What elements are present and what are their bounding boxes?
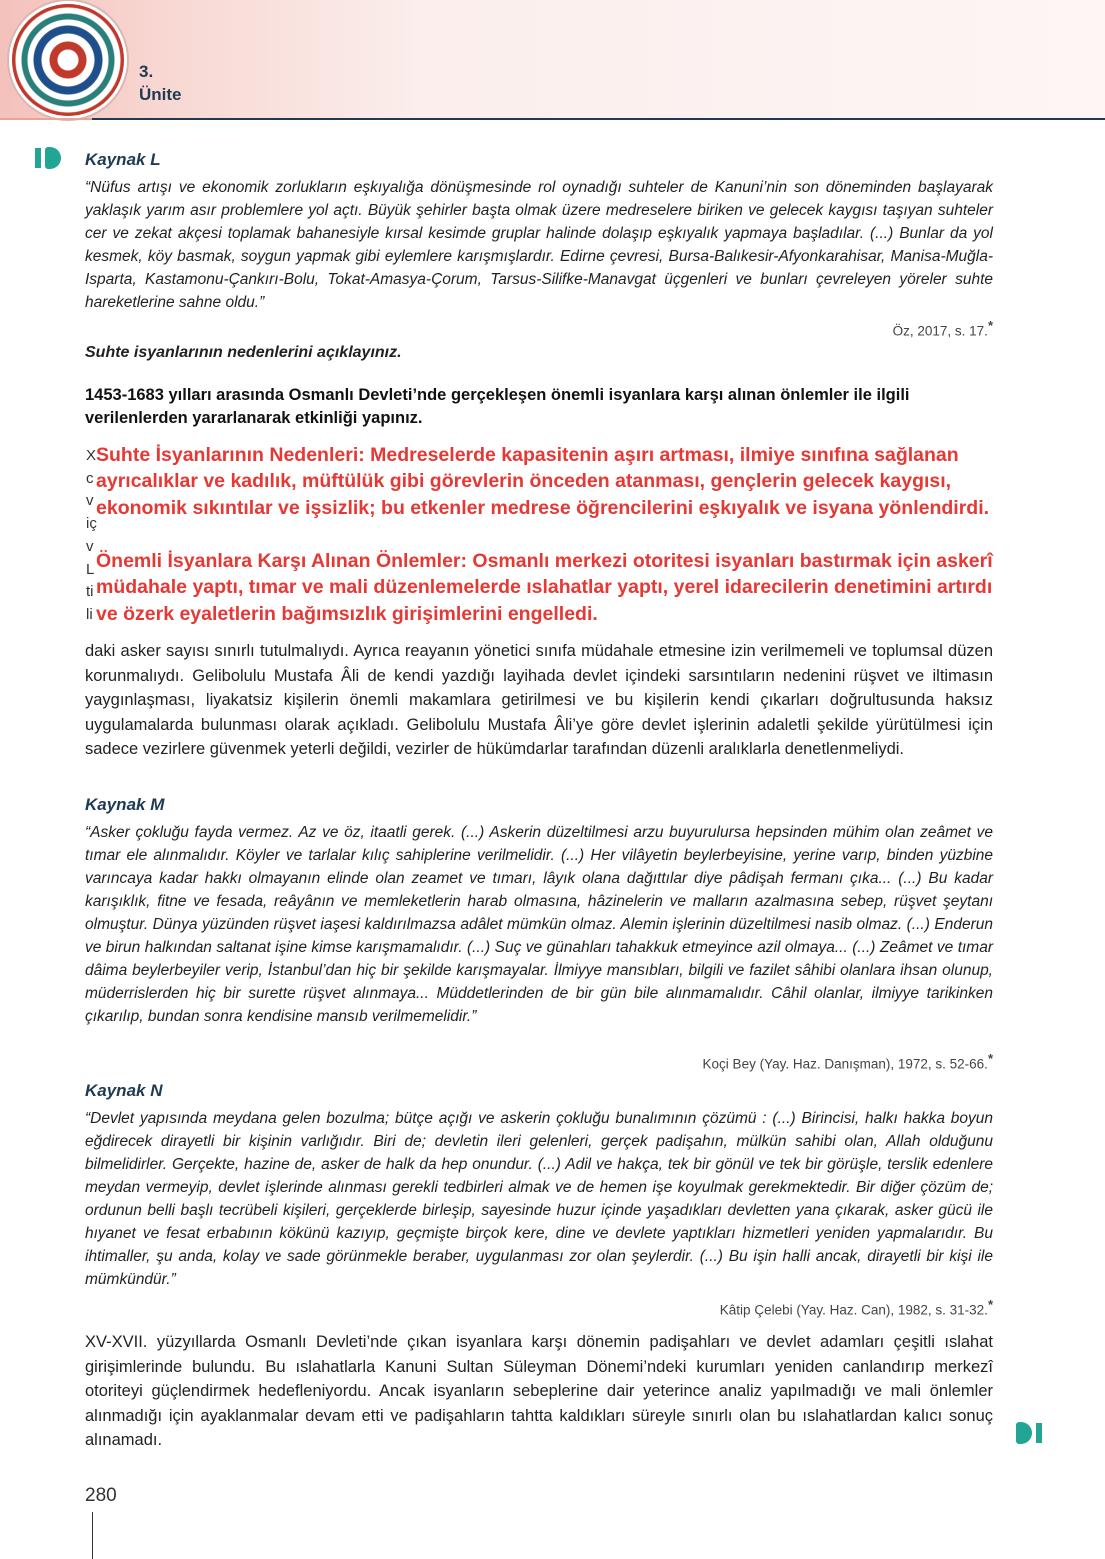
kaynak-n-citation: Kâtip Çelebi (Yay. Haz. Can), 1982, s. 31-32.* <box>719 1297 993 1318</box>
kaynak-l-title: Kaynak L <box>85 150 161 169</box>
answer-measures: Önemli İsyanlara Karşı Alınan Önlemler: Osmanlı merkezi otoritesi isyanları bastırmak için askerî müdahale yaptı, tımar ve mali düzenlemelerde ıslahatlar yaptı, yerel idarecilerin denetimini artırdı ve özerk eyaletlerin bağımsızlık girişimlerini engelledi. <box>96 550 993 625</box>
kaynak-m-title: Kaynak M <box>85 795 165 814</box>
section-end-icon <box>1016 1422 1046 1444</box>
kaynak-n-title: Kaynak N <box>85 1081 163 1100</box>
intro-paragraph: daki asker sayısı sınırlı tutulmalıydı. Ayrıca reayanın yönetici sınıfa müdahale etmesine izin verilmemeli ve toplumsal düzen korunmalıydı. Gelibolulu Mustafa Âli de kendi yazdığı layihada devlet içindeki sarsıntıların nedenini rüşvet ve iltimasın yaygınlaşması, liyakatsiz kişilerin önemli makamlara getirilmesi ve bu kişilerin kendi çıkarları doğrultusunda haksız uygulamalarda bulunması olarak açıkladı. Gelibolulu Mustafa Âli’ye göre devlet işlerinin adaletli şekilde yürütülmesi için sadece vezirlere güvenmek yeterli değildi, vezirler de hükümdarlar tarafından düzenli aralıklarla denetlenmeliydi. <box>85 642 993 758</box>
kaynak-m-citation: Koçi Bey (Yay. Haz. Danışman), 1972, s. 52-66.* <box>702 1051 993 1072</box>
footnote-mark: * <box>987 1297 993 1312</box>
footnote-mark: * <box>987 1051 993 1066</box>
footnote-mark: * <box>987 318 993 333</box>
unit-number: 3. <box>139 62 154 81</box>
kaynak-n-quote: “Devlet yapısında meydana gelen bozulma; bütçe açığı ve askerin çokluğu bunalımının çözümü : (...) Birincisi, halkı hakka boyun eğdirecek dirayetli bir kişinin varlığıdır. Biri de; devletin ileri gelenleri, gerçek padişahın, mülkün sahibi olan, Allah olduğunu bilmelidirler. Gerçekte, hazine de, asker de halk da hep onundur. (...) Adil ve hakça, tek bir gönül ve tek bir görüşle, terslik edenlere meydan vermeyip, devlet işlerinde alınması gerekli tedbirleri almak ve de hemen işe koyulmak gerekmektedir. Bir diğer çözüm de; ordunun belli başlı tecrübeli kişileri, gerçeklerde birleşip, sayesinde huzur içinde yaşadıkları devletten yana çıkarak, asker gücü ile hıyanet ve fesat erbabının kökünü kazıyıp, geçmişte birçok kere, dine ve devlete yaptıkları hizmetleri yeniden yapmalarıdır. Bu ihtimaller, şu anda, kolay ve sade görünmekle beraber, uygulanması zor olan şeylerdir. (...) Bu işin halli ancak, dirayetli bir kişi ile mümkündür.” <box>85 1110 993 1288</box>
answer-causes: Suhte İsyanlarının Nedenleri: Medreselerde kapasitenin aşırı artması, ilmiye sınıfına sağlanan ayrıcalıklar ve kadılık, müftülük gibi görevlerin önceden atanması, gençlerin gelecek kaygısı, ekonomik sıkıntılar ve işsizlik; bu etkenler medrese öğrencilerini eşkıyalık ve isyana yönlendirdi. <box>96 444 990 519</box>
obscured-line-stubs: X c v iç v L ti li <box>86 447 97 623</box>
page-margin-line <box>92 1512 93 1559</box>
section-start-icon <box>35 147 65 169</box>
task-text: 1453-1683 yılları arasında Osmanlı Devleti’nde gerçekleşen önemli isyanlara karşı alınan önlemler ile ilgili verilenlerden yararlanarak etkinliği yapınız. <box>85 386 910 427</box>
kaynak-l-quote: “Nüfus artışı ve ekonomik zorlukların eşkıyalığa dönüşmesinde rol oynadığı suhteler de Kanuni’nin son döneminden başlayarak yaklaşık yarım asır problemlere yol açtı. Büyük şehirler başta olmak üzere medreselere biriken ve gelecek kaygısı taşıyan suhteler cer ve zekat akçesi toplamak bahanesiyle kırsal kesimde gruplar halinde dolaşıp eşkıyalık yapmaya başladılar. (...) Bunlar da yol kesmek, köy basmak, soygun yapmak gibi eylemlere karışmışlardır. Edirne çevresi, Bursa-Balıkesir-Afyonkarahisar, Manisa-Muğla-Isparta, Kastamonu-Çankırı-Bolu, Tokat-Amasya-Çorum, Tarsus-Silifke-Manavgat üçgenleri ve bunları çevreleyen yöreler suhte hareketlerine sahne oldu.” <box>85 179 993 311</box>
kaynak-l-citation: Öz, 2017, s. 17.* <box>892 318 993 339</box>
header-rule-left <box>0 118 92 120</box>
closing-paragraph: XV-XVII. yüzyıllarda Osmanlı Devleti’nde çıkan isyanlara karşı dönemin padişahları ve devlet adamları çeşitli ıslahat girişimlerinde bulundu. Bu ıslahatlarla Kanuni Sultan Süleyman Dönemi’ndeki kurumları yeniden canlandırıp merkezî otoriteyi güçlendirmek hedefleniyordu. Ancak isyanların sebeplerine dair yeterince analiz yapılmadığı ve mali önlemler alınmadığı için ayaklanmalar devam etti ve padişahların tahtta kaldıkları süreyle sınırlı olan bu ıslahatlardan kalıcı sonuç alınamadı. <box>85 1333 993 1449</box>
header-rule <box>92 118 1105 120</box>
page-number: 280 <box>85 1485 117 1506</box>
unit-name: Ünite <box>139 85 182 104</box>
tile-medallion-logo <box>12 4 124 116</box>
kaynak-m-quote: “Asker çokluğu fayda vermez. Az ve öz, itaatli gerek. (...) Askerin düzeltilmesi arzu buyurulursa hepsinden mühim olan zeâmet ve tımar ele alınmalıdır. Köyler ve tarlalar kılıç sahiplerine verilmelidir. (...) Her vilâyetin beylerbeyisine, yerine varıp, binden yüzbine varıncaya kadar hakkı olmayanın elinde olan zeamet ve tımarı, lâyık olana dağıttılar diye pâdişah fermanı çıka... (...) Bu kadar karışıklık, fitne ve fesada, reâyânın ve memleketlerin harab olmasına, hâzinelerin ve malların azalmasına sebep, rüşvet şeytanı olmuştur. Dünya yüzünden rüşvet iaşesi kaldırılmazsa adâlet mümkün olmaz. Alemin işlerinin düzeltilmesi nasib olmaz. (...) Enderun ve birun halkından saltanat işine kimse karışmamalıdır. (...) Suç ve günahları tahakkuk etmeyince azil olmaya... (...) Zeâmet ve tımar dâima beylerbeyiler verip, İstanbul’dan hiç bir şekilde karışmayalar. İlmiyye mansıbları, bilgili ve fazilet sâhibi olanlara ihsan olunup, müderrislerden hiç bir surette rüşvet alınmaya... Müddetlerinden de bir gün bile alınmamalıdır. Câhil olanlar, ilmiyye tarikinken çıkarılıp, bundan sonra kendisine mansıb verilmemelidir.” <box>85 824 993 1025</box>
question-text: Suhte isyanlarının nedenlerini açıklayınız. <box>85 344 402 361</box>
